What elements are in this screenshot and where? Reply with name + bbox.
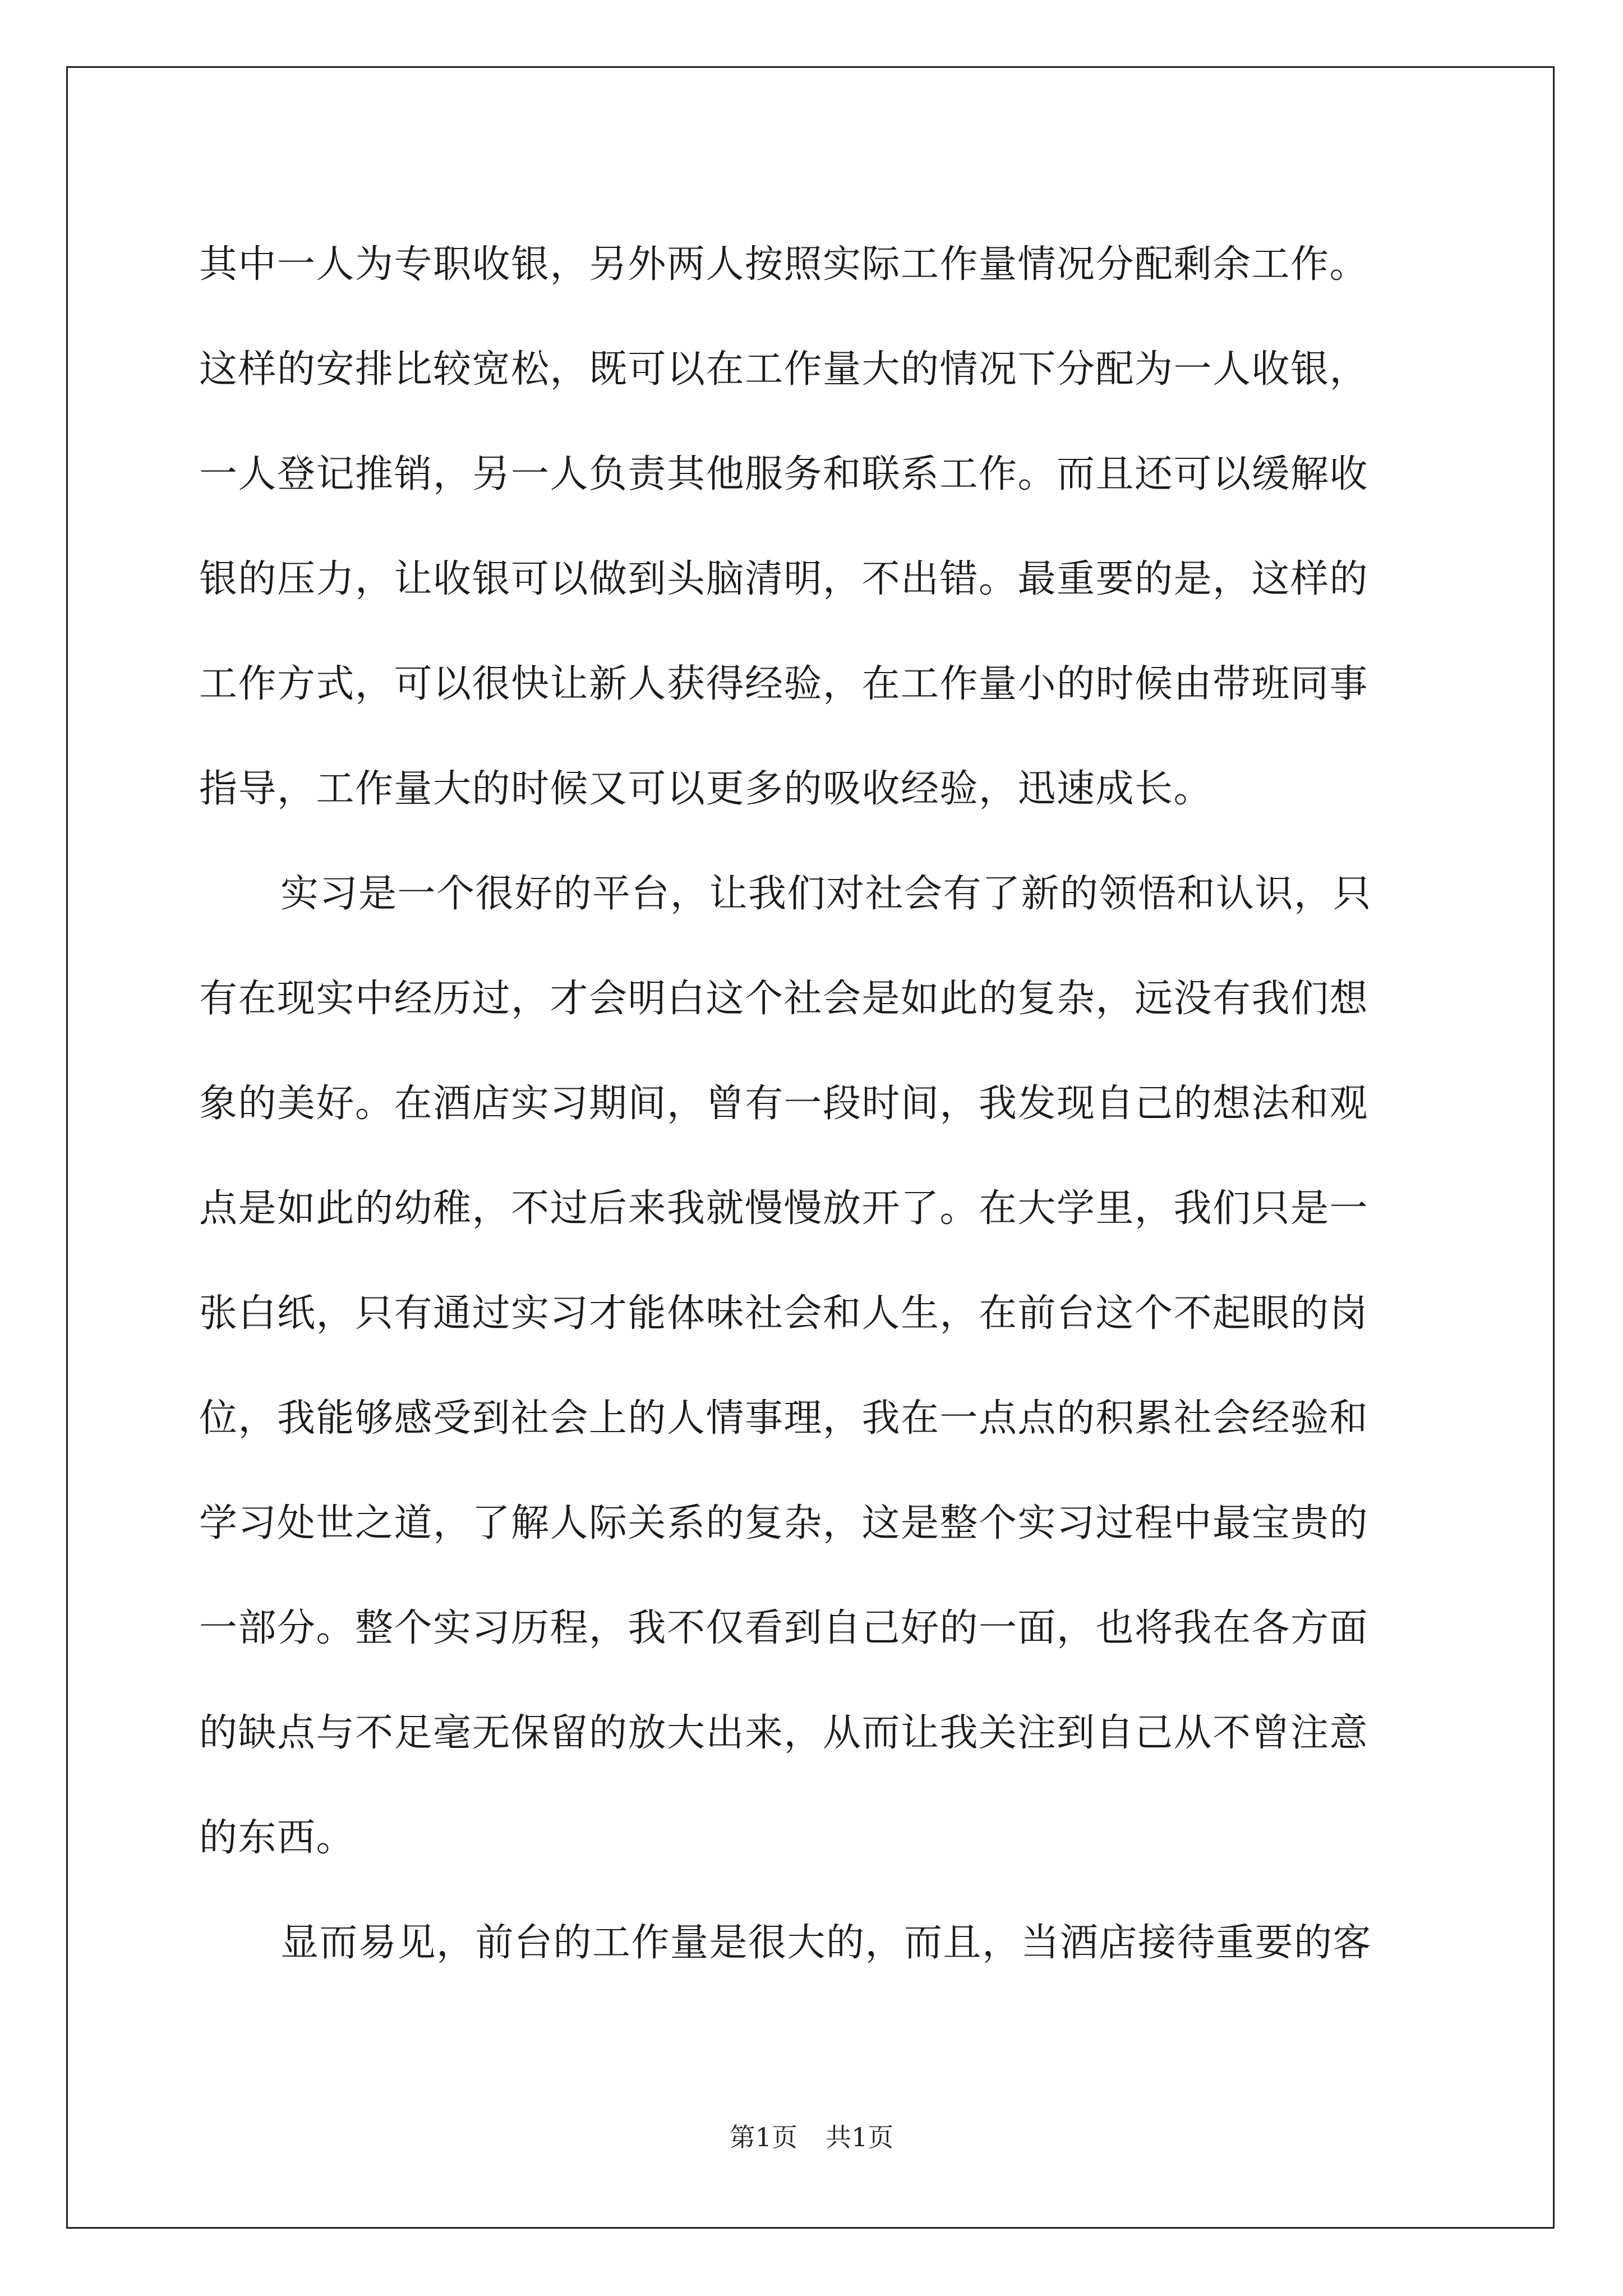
paragraph-first-line: 显而易见，前台的工作量是很大的，而且，当酒店接待重要的客 [280,1921,1372,1965]
text-line: 工作方式，可以很快让新人获得经验，在工作量小的时候由带班同事 [199,662,1369,706]
text-line: 有在现实中经历过，才会明白这个社会是如此的复杂，远没有我们想 [199,977,1369,1021]
text-line: 的东西。 [199,1816,356,1860]
paragraph-first-line: 实习是一个很好的平台，让我们对社会有了新的领悟和认识，只 [280,872,1372,916]
text-line: 一部分。整个实习历程，我不仅看到自己好的一面，也将我在各方面 [199,1606,1369,1650]
text-line: 指导，工作量大的时候又可以更多的吸收经验，迅速成长。 [199,767,1213,811]
text-line: 其中一人为专职收银，另外两人按照实际工作量情况分配剩余工作。 [199,242,1369,287]
text-line: 一人登记推销，另一人负责其他服务和联系工作。而且还可以缓解收 [199,452,1369,496]
page-number: 第1页 [729,2122,797,2152]
text-line: 这样的安排比较宽松，既可以在工作量大的情况下分配为一人收银， [199,347,1369,392]
document-body [199,212,1422,1995]
text-line: 的缺点与不足毫无保留的放大出来，从而让我关注到自己从不曾注意 [199,1711,1369,1755]
text-line: 位，我能够感受到社会上的人情事理，我在一点点的积累社会经验和 [199,1396,1369,1441]
text-line: 象的美好。在酒店实习期间，曾有一段时间，我发现自己的想法和观 [199,1082,1369,1126]
text-line: 张白纸，只有通过实习才能体味社会和人生，在前台这个不起眼的岗 [199,1291,1369,1336]
page-total: 共1页 [826,2122,894,2152]
page-footer [0,2120,1623,2154]
text-line: 学习处世之道，了解人际关系的复杂，这是整个实习过程中最宝贵的 [199,1501,1369,1545]
text-line: 银的压力，让收银可以做到头脑清明，不出错。最重要的是，这样的 [199,557,1369,601]
text-line: 点是如此的幼稚，不过后来我就慢慢放开了。在大学里，我们只是一 [199,1186,1369,1231]
